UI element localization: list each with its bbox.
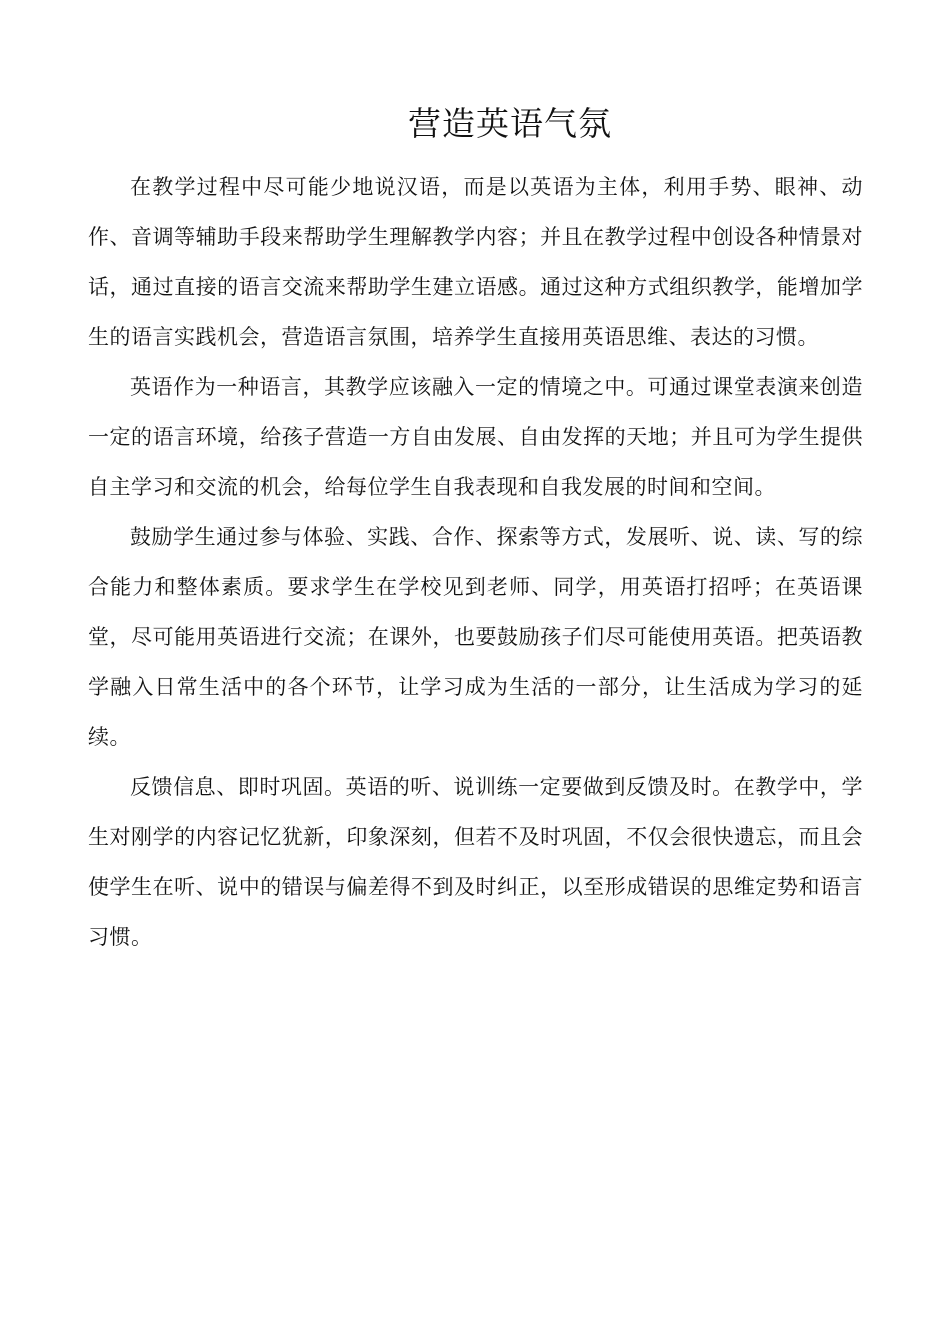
paragraph-3: 鼓励学生通过参与体验、实践、合作、探索等方式，发展听、说、读、写的综合能力和整体素质。要求学生在学校见到老师、同学，用英语打招呼；在英语课堂，尽可能用英语进行交流；在课外，也要鼓励孩子们尽可能使用英语。把英语教学融入日常生活中的各个环节，让学习成为生活的一部分，让生活成为学习的延续。 bbox=[88, 525, 863, 749]
paragraph-2: 英语作为一种语言，其教学应该融入一定的情境之中。可通过课堂表演来创造一定的语言环境，给孩子营造一方自由发展、自由发挥的天地；并且可为学生提供自主学习和交流的机会，给每位学生自我表现和自我发展的时间和空间。 bbox=[88, 375, 863, 499]
document-title: 营造英语气氛 bbox=[408, 104, 612, 143]
document-body bbox=[88, 162, 863, 962]
paragraph-1: 在教学过程中尽可能少地说汉语，而是以英语为主体，利用手势、眼神、动作、音调等辅助手段来帮助学生理解教学内容；并且在教学过程中创设各种情景对话，通过直接的语言交流来帮助学生建立语感。通过这种方式组织教学，能增加学生的语言实践机会，营造语言氛围，培养学生直接用英语思维、表达的习惯。 bbox=[88, 175, 863, 349]
paragraph-4: 反馈信息、即时巩固。英语的听、说训练一定要做到反馈及时。在教学中，学生对刚学的内容记忆犹新，印象深刻，但若不及时巩固，不仅会很快遗忘，而且会使学生在听、说中的错误与偏差得不到及时纠正，以至形成错误的思维定势和语言习惯。 bbox=[88, 775, 863, 949]
